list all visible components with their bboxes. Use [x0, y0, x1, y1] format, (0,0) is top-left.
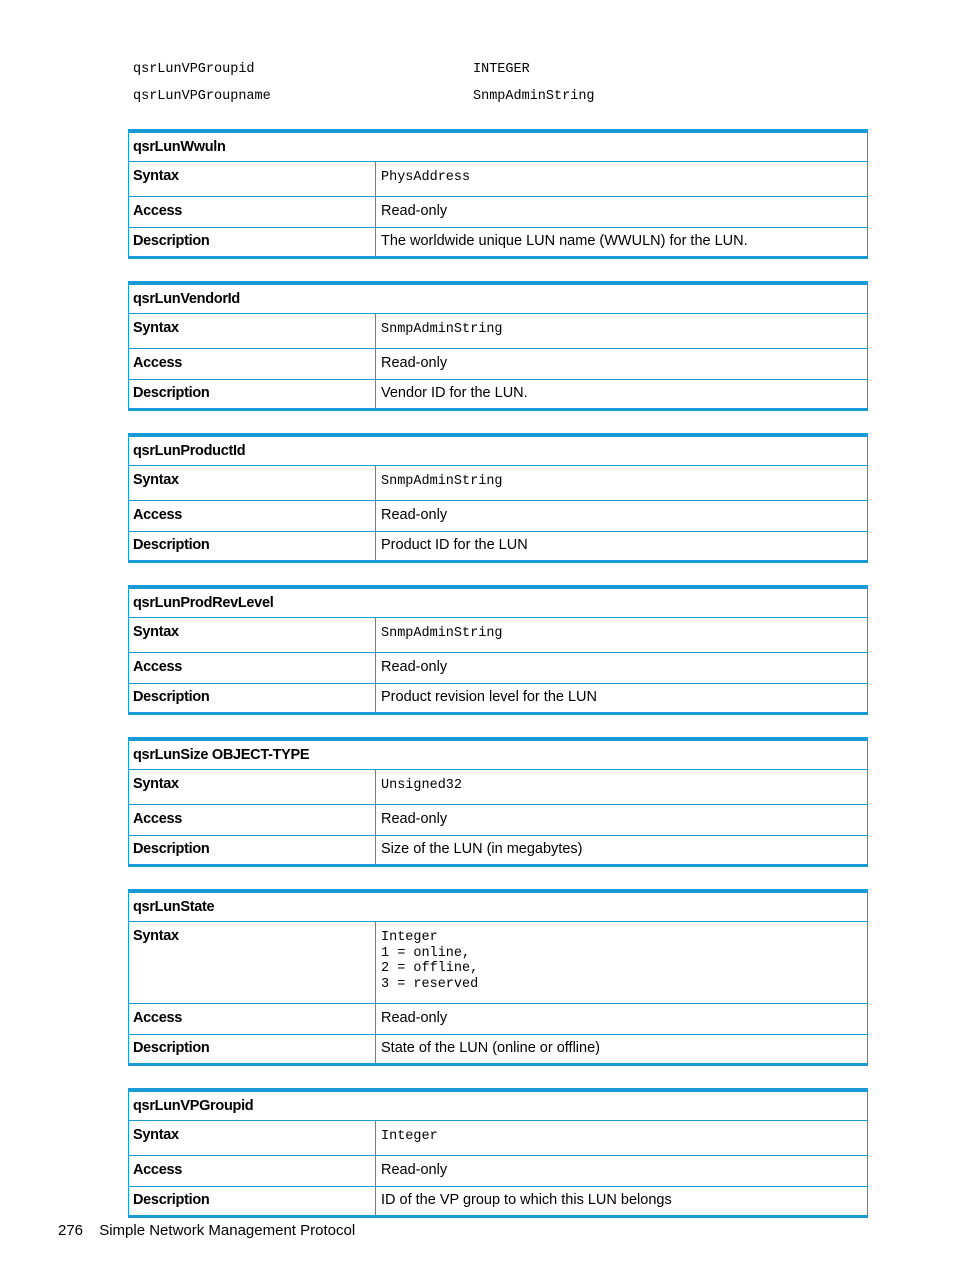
access-label: Access [129, 501, 376, 531]
syntax-row [129, 466, 867, 501]
access-value: Read-only [381, 1162, 448, 1178]
object-list-line [133, 62, 733, 89]
access-row [129, 1156, 867, 1187]
syntax-value: Integer 1 = online, 2 = offline, 3 = reserved [381, 930, 479, 992]
syntax-value: SnmpAdminString [381, 626, 503, 641]
description-row [129, 1187, 867, 1215]
access-label: Access [129, 653, 376, 683]
description-value: State of the LUN (online or offline) [381, 1040, 600, 1056]
section-title: Simple Network Management Protocol [99, 1222, 356, 1239]
access-label: Access [129, 805, 376, 835]
syntax-value: PhysAddress [381, 170, 471, 185]
mib-object-table [128, 129, 868, 259]
syntax-label: Syntax [129, 770, 376, 804]
object-title: qsrLunProdRevLevel [129, 589, 867, 618]
description-label: Description [129, 228, 376, 256]
mib-object-table [128, 433, 868, 563]
description-row [129, 684, 867, 712]
object-name: qsrLunVPGroupid [133, 62, 255, 77]
description-value: Vendor ID for the LUN. [381, 385, 528, 401]
access-value: Read-only [381, 507, 448, 523]
syntax-row [129, 162, 867, 197]
description-label: Description [129, 380, 376, 408]
syntax-label: Syntax [129, 1121, 376, 1155]
access-label: Access [129, 197, 376, 227]
syntax-label: Syntax [129, 922, 376, 1003]
page-number: 276 [58, 1222, 84, 1239]
syntax-label: Syntax [129, 314, 376, 348]
syntax-value: SnmpAdminString [381, 322, 503, 337]
description-row [129, 228, 867, 256]
access-value: Read-only [381, 1010, 448, 1026]
description-label: Description [129, 1035, 376, 1063]
description-value: ID of the VP group to which this LUN belongs [381, 1192, 672, 1208]
access-value: Read-only [381, 811, 448, 827]
description-row [129, 380, 867, 408]
description-value: Size of the LUN (in megabytes) [381, 841, 583, 857]
mib-object-table [128, 585, 868, 715]
object-name: qsrLunVPGroupname [133, 89, 271, 104]
description-value: Product revision level for the LUN [381, 689, 597, 705]
syntax-row [129, 770, 867, 805]
object-list-line [133, 89, 733, 116]
mib-object-tables [128, 129, 868, 1240]
object-title: qsrLunState [129, 893, 867, 922]
description-row [129, 532, 867, 560]
syntax-label: Syntax [129, 162, 376, 196]
access-label: Access [129, 1156, 376, 1186]
description-label: Description [129, 836, 376, 864]
mib-object-table [128, 281, 868, 411]
access-row [129, 653, 867, 684]
access-row [129, 805, 867, 836]
access-row [129, 1004, 867, 1035]
syntax-label: Syntax [129, 466, 376, 500]
access-value: Read-only [381, 203, 448, 219]
preceding-object-list [133, 62, 733, 116]
syntax-value: Unsigned32 [381, 778, 463, 793]
object-title: qsrLunWwuln [129, 133, 867, 162]
object-title: qsrLunVendorId [129, 285, 867, 314]
object-type: INTEGER [473, 62, 530, 77]
syntax-row [129, 922, 867, 1004]
access-row [129, 349, 867, 380]
description-row [129, 1035, 867, 1063]
syntax-value: Integer [381, 1129, 438, 1144]
syntax-label: Syntax [129, 618, 376, 652]
access-value: Read-only [381, 659, 448, 675]
description-value: The worldwide unique LUN name (WWULN) for the LUN. [381, 233, 748, 249]
description-row [129, 836, 867, 864]
mib-object-table [128, 737, 868, 867]
syntax-row [129, 314, 867, 349]
description-label: Description [129, 532, 376, 560]
syntax-row [129, 618, 867, 653]
mib-object-table [128, 1088, 868, 1218]
description-label: Description [129, 684, 376, 712]
access-value: Read-only [381, 355, 448, 371]
access-label: Access [129, 349, 376, 379]
access-row [129, 197, 867, 228]
object-title: qsrLunVPGroupid [129, 1092, 867, 1121]
page-footer [58, 1222, 355, 1239]
access-label: Access [129, 1004, 376, 1034]
object-type: SnmpAdminString [473, 89, 595, 104]
object-title: qsrLunProductId [129, 437, 867, 466]
description-label: Description [129, 1187, 376, 1215]
access-row [129, 501, 867, 532]
syntax-value: SnmpAdminString [381, 474, 503, 489]
mib-object-table [128, 889, 868, 1066]
syntax-row [129, 1121, 867, 1156]
object-title: qsrLunSize OBJECT-TYPE [129, 741, 867, 770]
description-value: Product ID for the LUN [381, 537, 528, 553]
